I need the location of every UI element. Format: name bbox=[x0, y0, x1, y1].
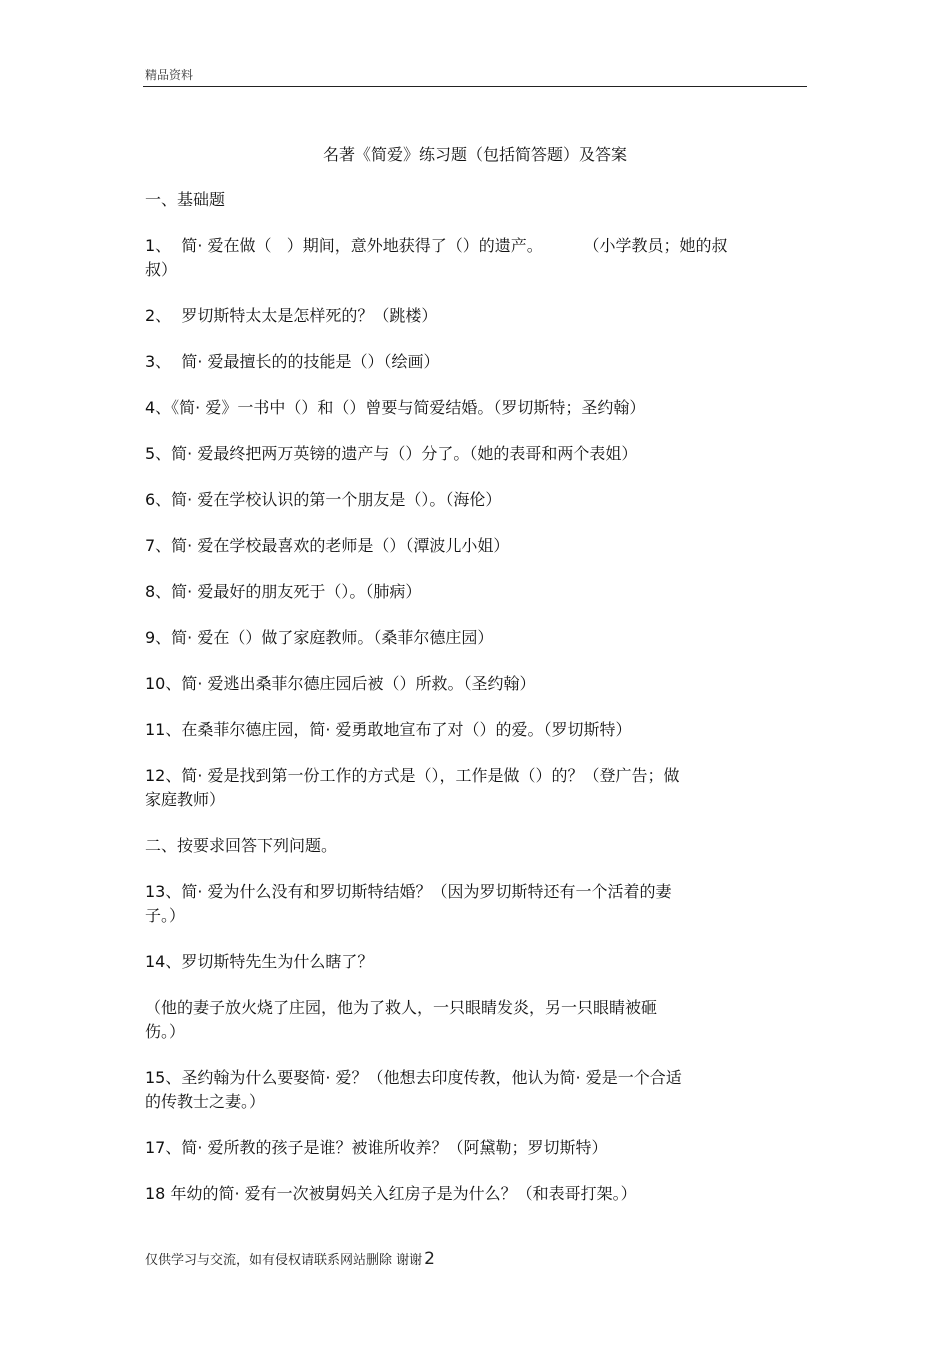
paragraph-line: 18 年幼的简· 爱有一次被舅妈关入红房子是为什么？（和表哥打架。） bbox=[145, 1184, 637, 1203]
paragraph bbox=[145, 350, 805, 374]
paragraph bbox=[145, 834, 805, 858]
paragraph-line: 4、《简· 爱》一书中（）和（）曾要与简爱结婚。（罗切斯特；圣约翰） bbox=[145, 398, 646, 417]
paragraph-line: 的传教士之妻。） bbox=[145, 1092, 266, 1111]
paragraph-line: 子。） bbox=[145, 906, 186, 925]
paragraph bbox=[145, 534, 805, 558]
paragraph bbox=[145, 626, 805, 650]
paragraph bbox=[145, 1182, 805, 1206]
paragraph-line: 1、 简· 爱在做（ ）期间，意外地获得了（）的遗产。 （小学教员；她的叔 bbox=[145, 236, 728, 255]
paragraph bbox=[145, 672, 805, 696]
paragraph-line: 17、简· 爱所教的孩子是谁？被谁所收养？（阿黛勒；罗切斯特） bbox=[145, 1138, 608, 1157]
paragraph bbox=[145, 1066, 805, 1114]
paragraph-line: （他的妻子放火烧了庄园，他为了救人，一只眼睛发炎，另一只眼睛被砸 bbox=[145, 998, 658, 1017]
paragraph bbox=[145, 304, 805, 328]
paragraph bbox=[145, 996, 805, 1044]
paragraph bbox=[145, 764, 805, 812]
paragraph-line: 家庭教师） bbox=[145, 790, 226, 809]
paragraph bbox=[145, 580, 805, 604]
header-label: 精品资料 bbox=[145, 68, 194, 82]
paragraph-line: 6、简· 爱在学校认识的第一个朋友是（）。（海伦） bbox=[145, 490, 502, 509]
paragraph bbox=[145, 488, 805, 512]
paragraph-line: 7、简· 爱在学校最喜欢的老师是（）（潭波儿小姐） bbox=[145, 536, 510, 555]
paragraph-line: 2、 罗切斯特太太是怎样死的？（跳楼） bbox=[145, 306, 438, 325]
paragraph-line: 一、基础题 bbox=[145, 190, 226, 209]
paragraph bbox=[145, 396, 805, 420]
document-title: 名著《简爱》练习题（包括简答题）及答案 bbox=[322, 145, 627, 164]
paragraph-line: 3、 简· 爱最擅长的的技能是（）（绘画） bbox=[145, 352, 440, 371]
paragraph bbox=[145, 442, 805, 466]
paragraph bbox=[145, 188, 805, 212]
paragraph-line: 9、简· 爱在（）做了家庭教师。（桑菲尔德庄园） bbox=[145, 628, 494, 647]
paragraph-line: 15、圣约翰为什么要娶简· 爱？（他想去印度传教，他认为简· 爱是一个合适 bbox=[145, 1068, 682, 1087]
footer-note: 仅供学习与交流，如有侵权请联系网站删除 谢谢 bbox=[145, 1253, 423, 1268]
paragraph-line: 10、简· 爱逃出桑菲尔德庄园后被（）所救。（圣约翰） bbox=[145, 674, 536, 693]
paragraph bbox=[145, 1136, 805, 1160]
paragraph-line: 伤。） bbox=[145, 1022, 186, 1041]
paragraph bbox=[145, 950, 805, 974]
paragraph-line: 12、简· 爱是找到第一份工作的方式是（），工作是做（）的？（登广告；做 bbox=[145, 766, 680, 785]
paragraph-line: 5、简· 爱最终把两万英镑的遗产与（）分了。（她的表哥和两个表姐） bbox=[145, 444, 638, 463]
document-body bbox=[145, 188, 805, 1228]
paragraph-line: 14、罗切斯特先生为什么瞎了？ bbox=[145, 952, 374, 971]
page-number: 2 bbox=[424, 1249, 435, 1269]
header-divider bbox=[143, 86, 807, 87]
paragraph-line: 8、简· 爱最好的朋友死于（）。（肺病） bbox=[145, 582, 422, 601]
paragraph-line: 13、简· 爱为什么没有和罗切斯特结婚？（因为罗切斯特还有一个活着的妻 bbox=[145, 882, 672, 901]
paragraph bbox=[145, 718, 805, 742]
paragraph bbox=[145, 880, 805, 928]
page-footer bbox=[145, 1249, 435, 1269]
paragraph bbox=[145, 234, 805, 282]
paragraph-line: 11、在桑菲尔德庄园，简· 爱勇敢地宣布了对（）的爱。（罗切斯特） bbox=[145, 720, 632, 739]
paragraph-line: 二、按要求回答下列问题。 bbox=[145, 836, 338, 855]
paragraph-line: 叔） bbox=[145, 260, 178, 279]
